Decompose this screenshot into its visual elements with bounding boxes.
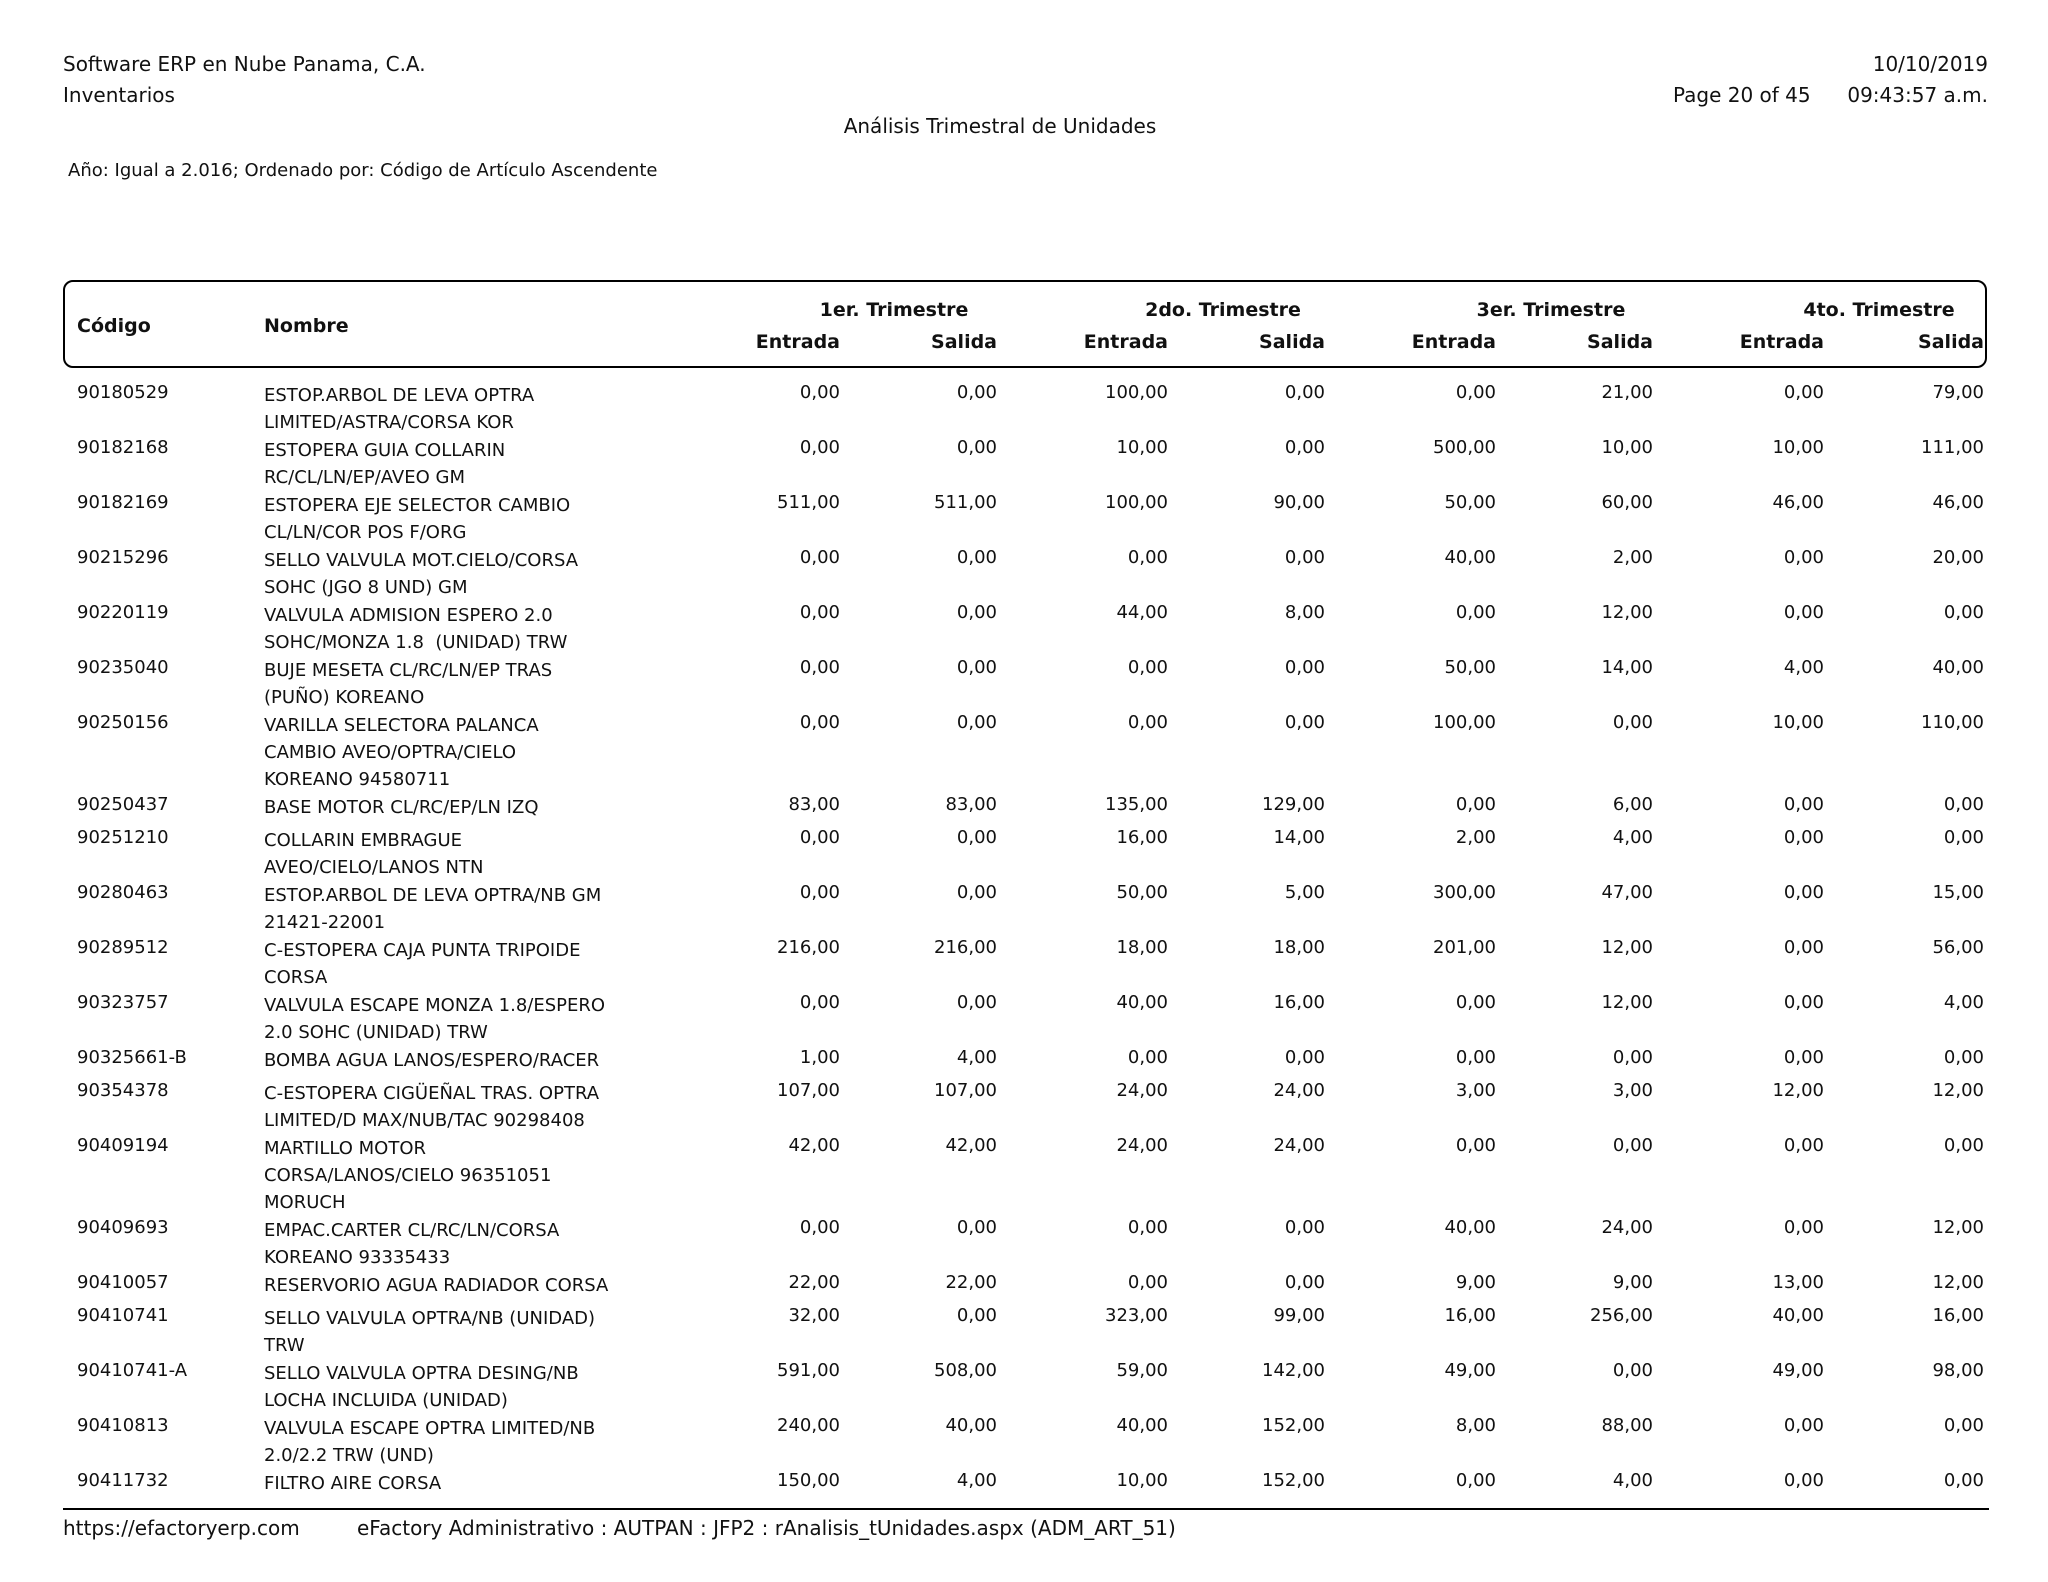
value-q4-entrada: 46,00 (1772, 492, 1824, 513)
table-row (0, 602, 2048, 657)
item-name-line: SELLO VALVULA MOT.CIELO/CORSA (264, 550, 579, 571)
item-name-line: CAMBIO AVEO/OPTRA/CIELO (264, 742, 517, 763)
item-name-line: SOHC (JGO 8 UND) GM (264, 577, 468, 598)
value-q4-salida: 12,00 (1932, 1272, 1984, 1293)
item-name-line: RC/CL/LN/EP/AVEO GM (264, 467, 465, 488)
item-name-line: SOHC/MONZA 1.8 (UNIDAD) TRW (264, 632, 568, 653)
value-q4-entrada: 0,00 (1783, 1135, 1824, 1156)
page-time-group (1673, 83, 1988, 107)
value-q2-entrada: 16,00 (1116, 827, 1168, 848)
col-q3-salida: Salida (1587, 331, 1653, 353)
item-name-line: RESERVORIO AGUA RADIADOR CORSA (264, 1275, 609, 1296)
table-row (0, 437, 2048, 492)
value-q3-salida: 47,00 (1601, 882, 1653, 903)
value-q1-salida: 42,00 (945, 1135, 997, 1156)
value-q2-salida: 5,00 (1284, 882, 1325, 903)
value-q3-entrada: 16,00 (1444, 1305, 1496, 1326)
table-row (0, 657, 2048, 712)
value-q2-salida: 14,00 (1273, 827, 1325, 848)
value-q4-salida: 110,00 (1921, 712, 1984, 733)
value-q2-salida: 24,00 (1273, 1080, 1325, 1101)
item-code: 90182169 (77, 492, 169, 513)
table-row (0, 882, 2048, 937)
report-title: Análisis Trimestral de Unidades (843, 114, 1157, 138)
item-name-line: FILTRO AIRE CORSA (264, 1473, 442, 1494)
value-q3-entrada: 0,00 (1455, 602, 1496, 623)
item-name-line: VALVULA ADMISION ESPERO 2.0 (264, 605, 553, 626)
item-name-line: C-ESTOPERA CIGÜEÑAL TRAS. OPTRA (264, 1083, 600, 1104)
value-q4-salida: 56,00 (1932, 937, 1984, 958)
value-q2-salida: 129,00 (1262, 794, 1325, 815)
value-q1-entrada: 0,00 (799, 547, 840, 568)
col-q3: 3er. Trimestre (1476, 299, 1626, 321)
value-q3-entrada: 50,00 (1444, 657, 1496, 678)
value-q3-entrada: 50,00 (1444, 492, 1496, 513)
value-q2-entrada: 24,00 (1116, 1135, 1168, 1156)
item-name-line: KOREANO 93335433 (264, 1247, 451, 1268)
value-q3-salida: 9,00 (1612, 1272, 1653, 1293)
value-q1-entrada: 83,00 (788, 794, 840, 815)
value-q4-salida: 0,00 (1943, 602, 1984, 623)
item-name (264, 794, 624, 821)
value-q1-entrada: 0,00 (799, 437, 840, 458)
col-q4: 4to. Trimestre (1803, 299, 1955, 321)
value-q3-salida: 4,00 (1612, 1470, 1653, 1491)
item-name (264, 437, 624, 491)
value-q2-entrada: 100,00 (1105, 492, 1168, 513)
value-q1-salida: 508,00 (934, 1360, 997, 1381)
value-q4-entrada: 13,00 (1772, 1272, 1824, 1293)
value-q3-salida: 12,00 (1601, 602, 1653, 623)
value-q3-entrada: 100,00 (1433, 712, 1496, 733)
item-name (264, 1217, 624, 1271)
value-q3-entrada: 0,00 (1455, 992, 1496, 1013)
value-q2-salida: 0,00 (1284, 712, 1325, 733)
value-q4-salida: 16,00 (1932, 1305, 1984, 1326)
value-q2-salida: 0,00 (1284, 1272, 1325, 1293)
item-name (264, 712, 624, 793)
table-row (0, 794, 2048, 827)
item-code: 90409693 (77, 1217, 169, 1238)
value-q2-entrada: 24,00 (1116, 1080, 1168, 1101)
value-q4-entrada: 0,00 (1783, 602, 1824, 623)
value-q4-salida: 20,00 (1932, 547, 1984, 568)
value-q4-salida: 0,00 (1943, 827, 1984, 848)
value-q1-salida: 83,00 (945, 794, 997, 815)
item-name-line: VALVULA ESCAPE OPTRA LIMITED/NB (264, 1418, 596, 1439)
item-code: 90215296 (77, 547, 169, 568)
item-code: 90410813 (77, 1415, 169, 1436)
value-q3-salida: 14,00 (1601, 657, 1653, 678)
item-name (264, 547, 624, 601)
company-name: Software ERP en Nube Panama, C.A. (63, 52, 426, 76)
item-name (264, 382, 624, 436)
value-q4-entrada: 12,00 (1772, 1080, 1824, 1101)
value-q4-entrada: 4,00 (1783, 657, 1824, 678)
col-q2: 2do. Trimestre (1145, 299, 1301, 321)
value-q1-salida: 0,00 (956, 1217, 997, 1238)
value-q3-salida: 0,00 (1612, 712, 1653, 733)
value-q3-entrada: 0,00 (1455, 794, 1496, 815)
value-q2-salida: 0,00 (1284, 547, 1325, 568)
report-date: 10/10/2019 (1872, 52, 1988, 76)
value-q2-salida: 18,00 (1273, 937, 1325, 958)
table-row (0, 827, 2048, 882)
value-q1-entrada: 150,00 (777, 1470, 840, 1491)
item-name-line: VALVULA ESCAPE MONZA 1.8/ESPERO (264, 995, 606, 1016)
value-q4-entrada: 0,00 (1783, 382, 1824, 403)
table-row (0, 1470, 2048, 1503)
value-q1-entrada: 0,00 (799, 602, 840, 623)
col-name: Nombre (264, 315, 349, 337)
table-row (0, 1080, 2048, 1135)
item-code: 90325661-B (77, 1047, 187, 1068)
value-q3-entrada: 3,00 (1455, 1080, 1496, 1101)
item-name-line: TRW (264, 1335, 305, 1356)
col-q1: 1er. Trimestre (819, 299, 969, 321)
item-name-line: VARILLA SELECTORA PALANCA (264, 715, 539, 736)
value-q1-salida: 4,00 (956, 1047, 997, 1068)
item-name-line: 2.0/2.2 TRW (UND) (264, 1445, 434, 1466)
value-q1-entrada: 0,00 (799, 882, 840, 903)
value-q4-entrada: 0,00 (1783, 1415, 1824, 1436)
value-q4-salida: 40,00 (1932, 657, 1984, 678)
item-code: 90235040 (77, 657, 169, 678)
value-q1-entrada: 22,00 (788, 1272, 840, 1293)
value-q4-entrada: 40,00 (1772, 1305, 1824, 1326)
value-q1-salida: 0,00 (956, 882, 997, 903)
value-q3-entrada: 40,00 (1444, 1217, 1496, 1238)
item-name (264, 1305, 624, 1359)
value-q3-salida: 0,00 (1612, 1047, 1653, 1068)
item-code: 90410057 (77, 1272, 169, 1293)
item-name-line: LIMITED/D MAX/NUB/TAC 90298408 (264, 1110, 585, 1131)
value-q3-entrada: 49,00 (1444, 1360, 1496, 1381)
value-q2-salida: 24,00 (1273, 1135, 1325, 1156)
item-name (264, 1080, 624, 1134)
item-name (264, 1047, 624, 1074)
item-code: 90323757 (77, 992, 169, 1013)
item-name-line: CORSA/LANOS/CIELO 96351051 (264, 1165, 552, 1186)
value-q3-entrada: 2,00 (1455, 827, 1496, 848)
value-q4-salida: 0,00 (1943, 1047, 1984, 1068)
module-name: Inventarios (63, 83, 175, 107)
item-name (264, 937, 624, 991)
col-q3-entrada: Entrada (1411, 331, 1496, 353)
value-q2-salida: 0,00 (1284, 1217, 1325, 1238)
value-q1-salida: 107,00 (934, 1080, 997, 1101)
item-name-line: C-ESTOPERA CAJA PUNTA TRIPOIDE (264, 940, 581, 961)
item-name-line: MARTILLO MOTOR (264, 1138, 427, 1159)
value-q2-entrada: 323,00 (1105, 1305, 1168, 1326)
value-q1-salida: 511,00 (934, 492, 997, 513)
value-q3-entrada: 0,00 (1455, 1470, 1496, 1491)
item-code: 90289512 (77, 937, 169, 958)
item-name (264, 602, 624, 656)
col-q4-entrada: Entrada (1739, 331, 1824, 353)
value-q3-entrada: 8,00 (1455, 1415, 1496, 1436)
value-q1-entrada: 591,00 (777, 1360, 840, 1381)
value-q1-salida: 0,00 (956, 437, 997, 458)
column-header-box (63, 280, 1987, 368)
value-q3-entrada: 0,00 (1455, 382, 1496, 403)
value-q1-salida: 0,00 (956, 992, 997, 1013)
item-code: 90410741-A (77, 1360, 188, 1381)
value-q2-salida: 0,00 (1284, 382, 1325, 403)
value-q2-salida: 0,00 (1284, 1047, 1325, 1068)
value-q3-salida: 4,00 (1612, 827, 1653, 848)
data-table-body (0, 382, 2048, 1503)
item-name (264, 992, 624, 1046)
col-q1-entrada: Entrada (755, 331, 840, 353)
value-q3-salida: 0,00 (1612, 1135, 1653, 1156)
table-row (0, 1047, 2048, 1080)
table-row (0, 1360, 2048, 1415)
table-row (0, 1217, 2048, 1272)
item-code: 90251210 (77, 827, 169, 848)
item-name (264, 657, 624, 711)
item-code: 90280463 (77, 882, 169, 903)
table-row (0, 992, 2048, 1047)
item-name-line: KOREANO 94580711 (264, 769, 451, 790)
item-name-line: BASE MOTOR CL/RC/EP/LN IZQ (264, 797, 539, 818)
table-row (0, 937, 2048, 992)
value-q1-entrada: 0,00 (799, 992, 840, 1013)
value-q4-entrada: 0,00 (1783, 1470, 1824, 1491)
value-q2-entrada: 0,00 (1127, 547, 1168, 568)
value-q2-entrada: 10,00 (1116, 1470, 1168, 1491)
value-q3-salida: 2,00 (1612, 547, 1653, 568)
value-q4-entrada: 0,00 (1783, 937, 1824, 958)
table-row (0, 1135, 2048, 1217)
value-q2-salida: 0,00 (1284, 657, 1325, 678)
value-q2-salida: 99,00 (1273, 1305, 1325, 1326)
value-q1-entrada: 107,00 (777, 1080, 840, 1101)
value-q2-entrada: 0,00 (1127, 1217, 1168, 1238)
value-q4-entrada: 10,00 (1772, 712, 1824, 733)
value-q3-salida: 12,00 (1601, 937, 1653, 958)
value-q1-entrada: 1,00 (799, 1047, 840, 1068)
value-q2-entrada: 135,00 (1105, 794, 1168, 815)
value-q1-entrada: 240,00 (777, 1415, 840, 1436)
item-name (264, 1360, 624, 1414)
item-name-line: ESTOPERA EJE SELECTOR CAMBIO (264, 495, 571, 516)
value-q4-entrada: 0,00 (1783, 992, 1824, 1013)
value-q3-salida: 12,00 (1601, 992, 1653, 1013)
item-name-line: 21421-22001 (264, 912, 386, 933)
value-q4-salida: 0,00 (1943, 1135, 1984, 1156)
value-q3-entrada: 40,00 (1444, 547, 1496, 568)
value-q1-salida: 216,00 (934, 937, 997, 958)
item-code: 90250437 (77, 794, 169, 815)
value-q4-salida: 0,00 (1943, 794, 1984, 815)
table-row (0, 547, 2048, 602)
value-q1-salida: 0,00 (956, 602, 997, 623)
value-q1-entrada: 32,00 (788, 1305, 840, 1326)
value-q4-salida: 0,00 (1943, 1470, 1984, 1491)
item-name-line: ESTOP.ARBOL DE LEVA OPTRA/NB GM (264, 885, 602, 906)
table-row (0, 382, 2048, 437)
value-q3-salida: 88,00 (1601, 1415, 1653, 1436)
value-q2-salida: 16,00 (1273, 992, 1325, 1013)
table-row (0, 492, 2048, 547)
value-q2-entrada: 0,00 (1127, 1272, 1168, 1293)
col-q4-salida: Salida (1918, 331, 1984, 353)
value-q4-salida: 98,00 (1932, 1360, 1984, 1381)
value-q1-entrada: 42,00 (788, 1135, 840, 1156)
value-q2-entrada: 100,00 (1105, 382, 1168, 403)
value-q3-entrada: 0,00 (1455, 1135, 1496, 1156)
value-q4-entrada: 0,00 (1783, 1047, 1824, 1068)
value-q4-entrada: 49,00 (1772, 1360, 1824, 1381)
value-q2-entrada: 59,00 (1116, 1360, 1168, 1381)
value-q3-salida: 3,00 (1612, 1080, 1653, 1101)
value-q3-salida: 0,00 (1612, 1360, 1653, 1381)
value-q3-entrada: 300,00 (1433, 882, 1496, 903)
value-q3-entrada: 0,00 (1455, 1047, 1496, 1068)
value-q2-entrada: 40,00 (1116, 992, 1168, 1013)
value-q4-salida: 0,00 (1943, 1415, 1984, 1436)
value-q3-salida: 256,00 (1590, 1305, 1653, 1326)
value-q2-salida: 90,00 (1273, 492, 1325, 513)
value-q1-entrada: 511,00 (777, 492, 840, 513)
value-q1-salida: 22,00 (945, 1272, 997, 1293)
table-row (0, 1305, 2048, 1360)
value-q1-entrada: 0,00 (799, 382, 840, 403)
value-q4-salida: 111,00 (1921, 437, 1984, 458)
col-q2-salida: Salida (1259, 331, 1325, 353)
item-name-line: EMPAC.CARTER CL/RC/LN/CORSA (264, 1220, 560, 1241)
value-q3-salida: 21,00 (1601, 382, 1653, 403)
item-name (264, 882, 624, 936)
value-q4-entrada: 0,00 (1783, 794, 1824, 815)
item-name-line: COLLARIN EMBRAGUE (264, 830, 463, 851)
value-q4-entrada: 0,00 (1783, 1217, 1824, 1238)
value-q1-entrada: 0,00 (799, 827, 840, 848)
item-code: 90180529 (77, 382, 169, 403)
value-q3-entrada: 9,00 (1455, 1272, 1496, 1293)
value-q1-entrada: 0,00 (799, 712, 840, 733)
value-q3-salida: 10,00 (1601, 437, 1653, 458)
item-name-line: BUJE MESETA CL/RC/LN/EP TRAS (264, 660, 553, 681)
table-row (0, 712, 2048, 794)
value-q2-entrada: 40,00 (1116, 1415, 1168, 1436)
item-name-line: CL/LN/COR POS F/ORG (264, 522, 467, 543)
item-name-line: ESTOPERA GUIA COLLARIN (264, 440, 506, 461)
value-q2-entrada: 0,00 (1127, 657, 1168, 678)
table-row (0, 1415, 2048, 1470)
value-q2-entrada: 50,00 (1116, 882, 1168, 903)
value-q1-salida: 0,00 (956, 547, 997, 568)
report-filter: Año: Igual a 2.016; Ordenado por: Código de Artículo Ascendente (68, 160, 658, 181)
value-q1-salida: 0,00 (956, 1305, 997, 1326)
item-name-line: SELLO VALVULA OPTRA/NB (UNIDAD) (264, 1308, 596, 1329)
value-q2-salida: 142,00 (1262, 1360, 1325, 1381)
value-q2-salida: 0,00 (1284, 437, 1325, 458)
item-name-line: CORSA (264, 967, 328, 988)
value-q3-salida: 6,00 (1612, 794, 1653, 815)
col-code: Código (77, 315, 151, 337)
value-q4-entrada: 0,00 (1783, 882, 1824, 903)
value-q2-entrada: 0,00 (1127, 1047, 1168, 1068)
item-code: 90250156 (77, 712, 169, 733)
item-code: 90354378 (77, 1080, 169, 1101)
value-q4-salida: 46,00 (1932, 492, 1984, 513)
footer-divider (63, 1508, 1989, 1510)
item-name-line: (PUÑO) KOREANO (264, 687, 425, 708)
item-name (264, 1272, 624, 1299)
value-q4-salida: 79,00 (1932, 382, 1984, 403)
value-q1-salida: 0,00 (956, 712, 997, 733)
value-q1-entrada: 216,00 (777, 937, 840, 958)
item-name (264, 1135, 624, 1216)
col-q1-salida: Salida (931, 331, 997, 353)
item-name-line: ESTOP.ARBOL DE LEVA OPTRA (264, 385, 535, 406)
item-code: 90410741 (77, 1305, 169, 1326)
value-q3-salida: 24,00 (1601, 1217, 1653, 1238)
value-q4-salida: 12,00 (1932, 1080, 1984, 1101)
value-q2-entrada: 44,00 (1116, 602, 1168, 623)
table-row (0, 1272, 2048, 1305)
value-q1-salida: 4,00 (956, 1470, 997, 1491)
value-q4-entrada: 0,00 (1783, 547, 1824, 568)
item-name-line: SELLO VALVULA OPTRA DESING/NB (264, 1363, 579, 1384)
item-name-line: MORUCH (264, 1192, 346, 1213)
value-q1-salida: 0,00 (956, 657, 997, 678)
value-q2-entrada: 18,00 (1116, 937, 1168, 958)
value-q2-salida: 152,00 (1262, 1415, 1325, 1436)
item-name-line: LOCHA INCLUIDA (UNIDAD) (264, 1390, 508, 1411)
value-q1-salida: 40,00 (945, 1415, 997, 1436)
page-indicator: Page 20 of 45 (1672, 83, 1811, 107)
value-q3-entrada: 500,00 (1433, 437, 1496, 458)
footer-info: eFactory Administrativo : AUTPAN : JFP2 : rAnalisis_tUnidades.aspx (ADM_ART_51) (357, 1516, 1176, 1540)
item-name (264, 1470, 624, 1497)
value-q4-salida: 15,00 (1932, 882, 1984, 903)
item-code: 90182168 (77, 437, 169, 458)
item-name (264, 1415, 624, 1469)
item-name (264, 492, 624, 546)
value-q1-salida: 0,00 (956, 827, 997, 848)
item-code: 90220119 (77, 602, 169, 623)
item-name-line: LIMITED/ASTRA/CORSA KOR (264, 412, 514, 433)
item-name-line: AVEO/CIELO/LANOS NTN (264, 857, 484, 878)
col-q2-entrada: Entrada (1083, 331, 1168, 353)
value-q1-salida: 0,00 (956, 382, 997, 403)
value-q2-salida: 152,00 (1262, 1470, 1325, 1491)
footer-url[interactable]: https://efactoryerp.com (63, 1516, 300, 1540)
value-q4-salida: 4,00 (1943, 992, 1984, 1013)
item-name (264, 827, 624, 881)
value-q1-entrada: 0,00 (799, 657, 840, 678)
item-code: 90409194 (77, 1135, 169, 1156)
value-q4-salida: 12,00 (1932, 1217, 1984, 1238)
value-q2-salida: 8,00 (1284, 602, 1325, 623)
value-q2-entrada: 0,00 (1127, 712, 1168, 733)
value-q3-salida: 60,00 (1601, 492, 1653, 513)
value-q4-entrada: 0,00 (1783, 827, 1824, 848)
value-q1-entrada: 0,00 (799, 1217, 840, 1238)
value-q3-entrada: 201,00 (1433, 937, 1496, 958)
item-name-line: 2.0 SOHC (UNIDAD) TRW (264, 1022, 488, 1043)
report-time: 09:43:57 a.m. (1847, 83, 1988, 107)
item-name-line: BOMBA AGUA LANOS/ESPERO/RACER (264, 1050, 600, 1071)
value-q2-entrada: 10,00 (1116, 437, 1168, 458)
item-code: 90411732 (77, 1470, 169, 1491)
value-q4-entrada: 10,00 (1772, 437, 1824, 458)
